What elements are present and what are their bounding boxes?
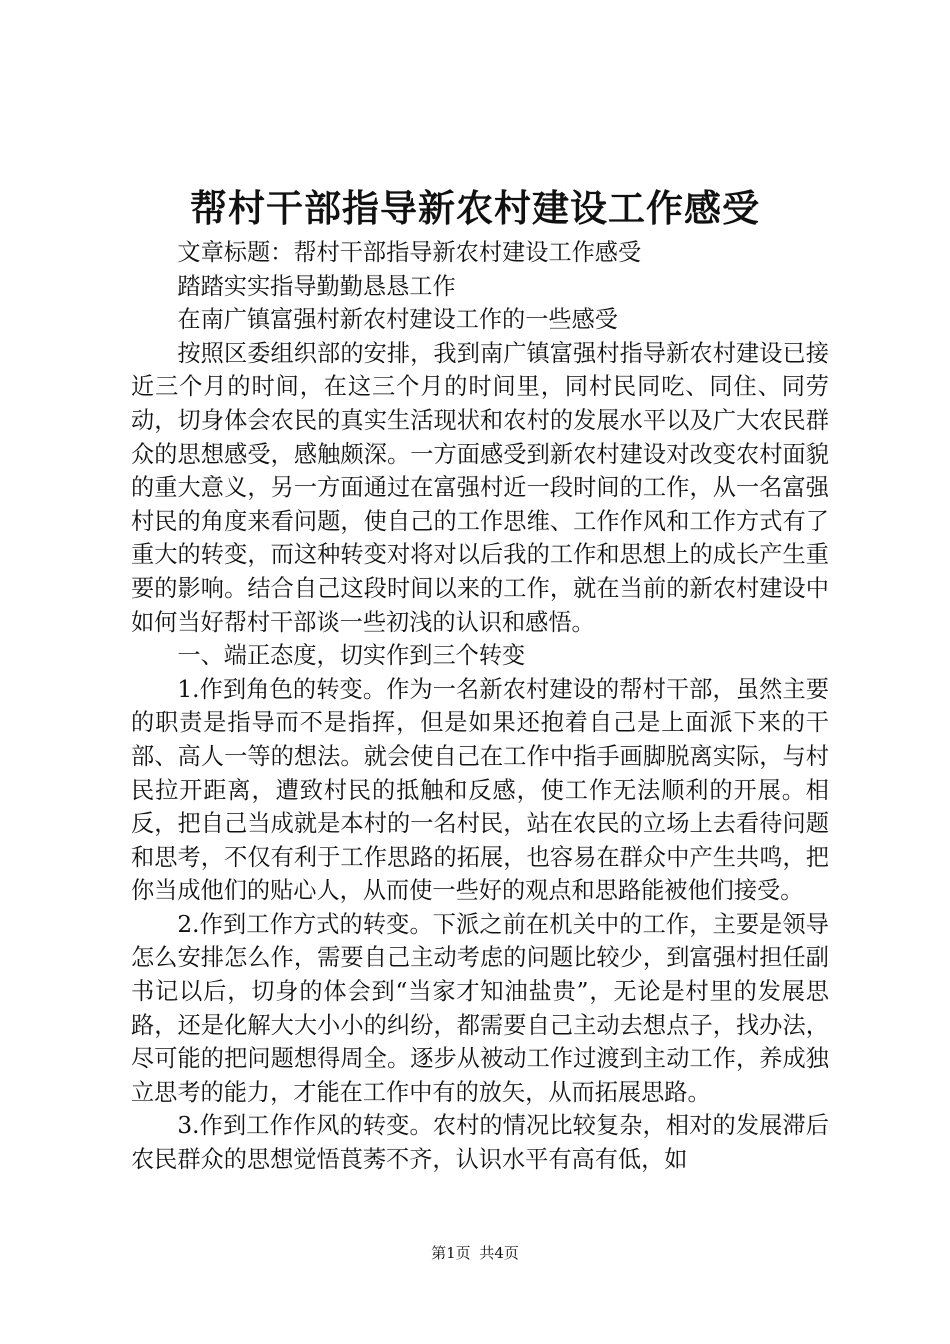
- paragraph-intro: 按照区委组织部的安排，我到南广镇富强村指导新农村建设已接近三个月的时间，在这三个月的时间里，同村民同吃、同住、同劳动，切身体会农民的真实生活现状和农村的发展水平以及广大农民群众的思想感受，感触颇深。一方面感受到新农村建设对改变农村面貌的重大意义，另一方面通过在富强村近一段时间的工作，从一名富强村民的角度来看问题，使自己的工作思维、工作作风和工作方式有了重大的转变，而这种转变对将对以后我的工作和思想上的成长产生重要的影响。结合自己这段时间以来的工作，就在当前的新农村建设中如何当好帮村干部谈一些初浅的认识和感悟。: [131, 339, 829, 636]
- paragraph-article-title: 文章标题：帮村干部指导新农村建设工作感受: [177, 239, 642, 266]
- section-heading: 一、端正态度，切实作到三个转变: [177, 642, 526, 670]
- paragraph-point-2: 2.作到工作方式的转变。下派之前在机关中的工作，主要是领导怎么安排怎么作，需要自己主动考虑的问题比较少，到富强村担任副书记以后，切身的体会到“当家才知油盐贵”，无论是村里的发展思路，还是化解大大小小的纠纷，都需要自己主动去想点子，找办法，尽可能的把问题想得周全。逐步从被动工作过渡到主动工作，养成独立思考的能力，才能在工作中有的放矢，从而拓展思路。: [131, 910, 829, 1106]
- document-body: [131, 236, 829, 1177]
- paragraph-subheading: 在南广镇富强村新农村建设工作的一些感受: [177, 306, 618, 334]
- paragraph-point-3: 3.作到工作作风的转变。农村的情况比较复杂，相对的发展滞后农民群众的思想觉悟莨莠不齐，认识水平有高有低，如: [131, 1112, 829, 1174]
- paragraph-subtitle: 踏踏实实指导勤勤恳恳工作: [177, 272, 456, 300]
- page-footer: [0, 1243, 950, 1263]
- paragraph-point-1: 1.作到角色的转变。作为一名新农村建设的帮村干部，虽然主要的职责是指导而不是指挥，但是如果还抱着自己是上面派下来的干部、高人一等的想法。就会使自己在工作中指手画脚脱离实际，与村民拉开距离，遭致村民的抵触和反感，使工作无法顺利的开展。相反，把自己当成就是本村的一名村民，站在农民的立场上去看待问题和思考，不仅有利于工作思路的拓展，也容易在群众中产生共鸣，把你当成他们的贴心人，从而使一些好的观点和思路能被他们接受。: [131, 675, 829, 905]
- document-title: 帮村干部指导新农村建设工作感受: [190, 186, 760, 230]
- page-number-total: 共4页: [479, 1244, 519, 1262]
- page-number-current: 第1页: [431, 1244, 471, 1262]
